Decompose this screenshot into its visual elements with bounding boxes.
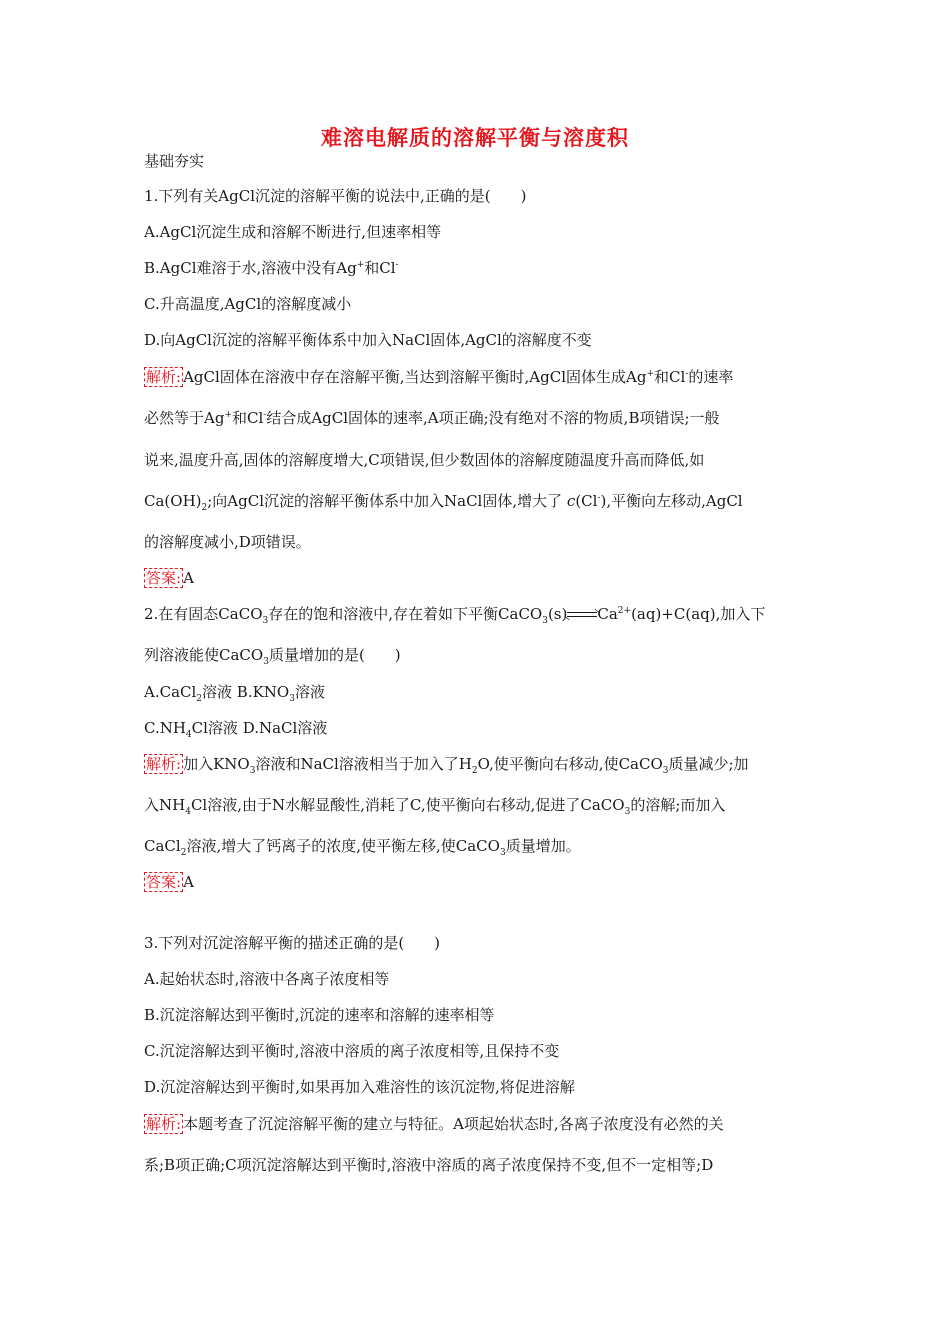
q3-option-c: C.沉淀溶解达到平衡时,溶液中溶质的离子浓度相等,且保持不变	[144, 1042, 560, 1060]
q1-analysis-line-4: $Ca(OH)_2$;向AgCl沉淀的溶解平衡体系中加入NaCl固体,增大了 c(Cl-),平衡向左移动,AgCl	[144, 492, 743, 513]
q2-analysis-line-3: CaCl$_2$溶液,增大了钙离子的浓度,使平衡左移,使CaCO$_3$质量增加。	[144, 837, 581, 858]
q1-option-c: C.升高温度,AgCl的溶解度减小	[144, 295, 352, 313]
q3-stem: 3.下列对沉淀溶解平衡的描述正确的是( )	[144, 934, 441, 952]
q2-options-cd: $C.NH_4Cl$溶液 D.NaCl溶液	[144, 719, 328, 740]
q3-option-b: B.沉淀溶解达到平衡时,沉淀的速率和溶解的速率相等	[144, 1006, 495, 1024]
answer-tag: 答案:	[146, 873, 182, 891]
q1-stem: 1.下列有关AgCl沉淀的溶解平衡的说法中,正确的是( )	[144, 187, 527, 205]
q3-analysis-line-1: 解析: 本题考查了沉淀溶解平衡的建立与特征。A项起始状态时,各离子浓度没有必然的关	[146, 1115, 724, 1133]
analysis-tag: 解析:	[146, 368, 182, 386]
q1-analysis-line-5: 的溶解度减小,D项错误。	[144, 533, 311, 551]
equilibrium-arrow-icon	[567, 609, 597, 621]
q1-analysis-line-2: 必然等于Ag+和Cl-结合成AgCl固体的速率,A项正确;没有绝对不溶的物质,B项错误;一般	[144, 409, 720, 427]
q1-option-d: D.向AgCl沉淀的溶解平衡体系中加入NaCl固体,AgCl的溶解度不变	[144, 331, 592, 349]
q2-stem-line-2: 列溶液能使CaCO$_3$质量增加的是( )	[144, 646, 401, 667]
q2-analysis-line-2: 入$NH_4Cl$溶液,由于N水解显酸性,消耗了C,使平衡向右移动,促进了CaCO$_3$的溶解;而加入	[144, 796, 726, 817]
q1-answer: 答案: A	[146, 569, 194, 587]
q2-options-ab: A.CaCl$_2$溶液 $B.KNO_3$溶液	[144, 683, 325, 704]
analysis-tag: 解析:	[146, 755, 182, 773]
q3-analysis-line-2: 系;B项正确;C项沉淀溶解达到平衡时,溶液中溶质的离子浓度保持不变,但不一定相等;D	[144, 1156, 714, 1174]
q1-option-a: A.AgCl沉淀生成和溶解不断进行,但速率相等	[144, 223, 442, 241]
analysis-tag: 解析:	[146, 1115, 182, 1133]
page-title: 难溶电解质的溶解平衡与溶度积	[321, 125, 629, 150]
q2-analysis-line-1: 解析: 加入$KNO_3$溶液和NaCl溶液相当于加入了$H_2O$,使平衡向右移动,使CaCO$_3$质量减少;加	[146, 755, 749, 776]
q1-analysis-line-1: 解析: AgCl固体在溶液中存在溶解平衡,当达到溶解平衡时,AgCl固体生成Ag+和Cl-的速率	[146, 368, 734, 386]
q2-stem-line-1: 2.在有固态CaCO$_3$存在的饱和溶液中,存在着如下平衡CaCO$_3$(s) $Ca^{2+}(aq)+C(aq)$,加入下	[144, 605, 766, 626]
answer-tag: 答案:	[146, 569, 182, 587]
q1-analysis-line-3: 说来,温度升高,固体的溶解度增大,C项错误,但少数固体的溶解度随温度升高而降低,如	[144, 451, 705, 469]
section-heading: 基础夯实	[144, 152, 205, 170]
q3-option-d: D.沉淀溶解达到平衡时,如果再加入难溶性的该沉淀物,将促进溶解	[144, 1078, 575, 1096]
q2-answer: 答案: A	[146, 873, 194, 891]
q1-option-b: B.AgCl难溶于水,溶液中没有Ag+和Cl-	[144, 259, 399, 277]
q3-option-a: A.起始状态时,溶液中各离子浓度相等	[144, 970, 390, 988]
